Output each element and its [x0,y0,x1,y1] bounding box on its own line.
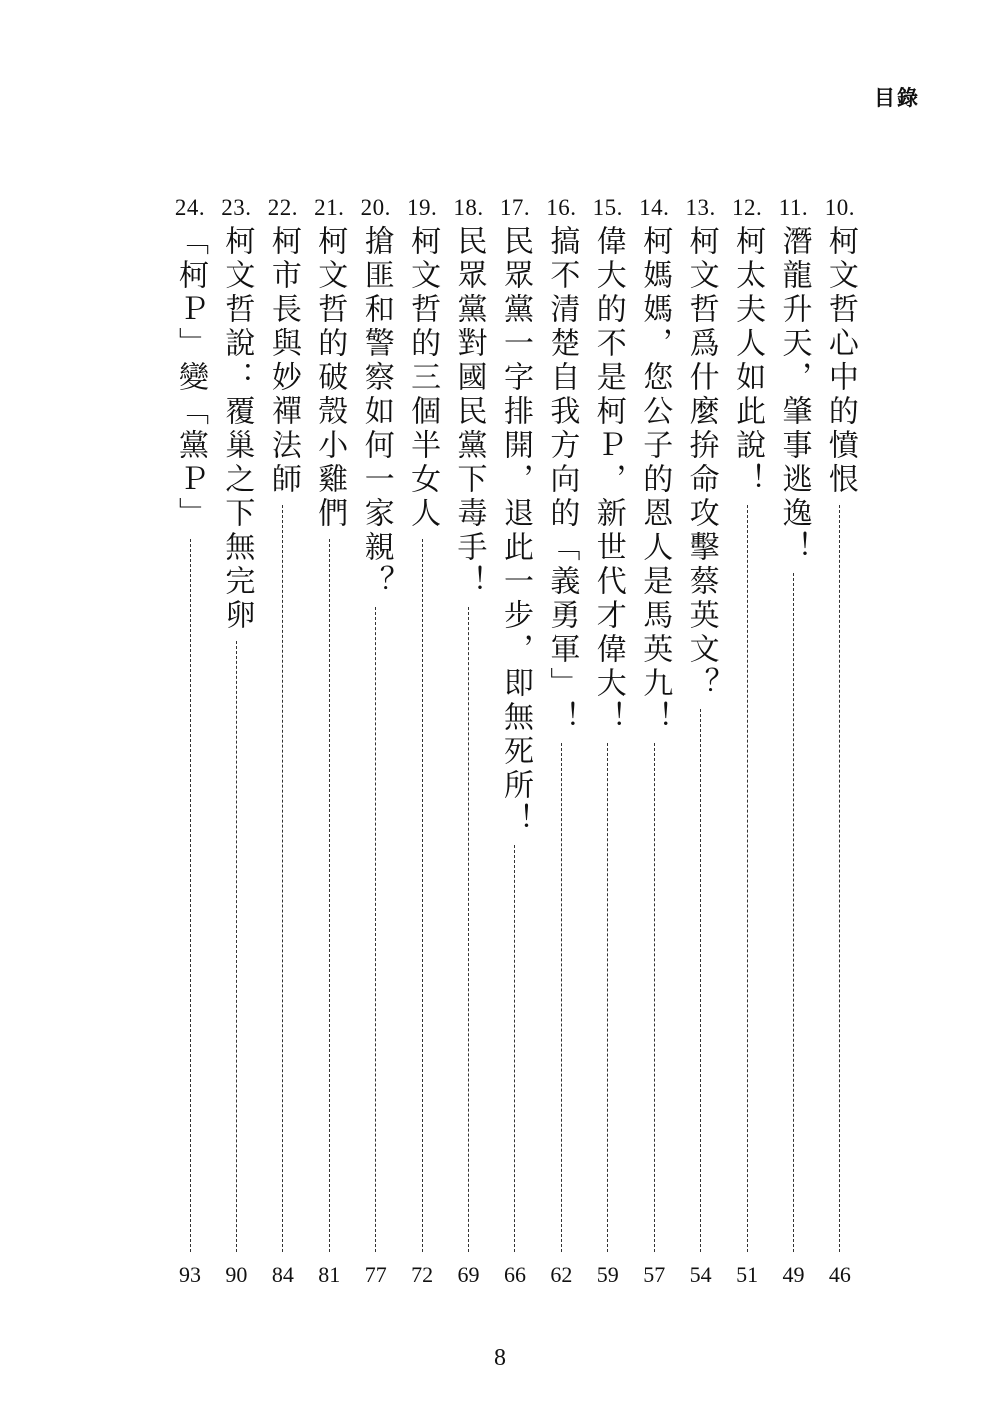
toc-entry-title: 偉大的不是柯Ｐ，新世代才偉大！ [590,225,626,735]
toc-entry-number: 16. [546,195,577,220]
toc-entry [820,196,860,1286]
toc-entry-number: 23. [221,195,252,220]
dotted-leader [514,845,515,1252]
toc-entry-number: 21. [314,195,345,220]
toc-entry-number: 19. [406,195,438,220]
toc-entry-page: 62 [550,1262,573,1287]
toc-entry-number: 20. [360,195,391,220]
toc-entry-title: 搞不清楚自我方向的「義勇軍」！ [544,225,580,735]
toc-entry-number: 17. [499,195,531,220]
toc-entry-number: 15. [592,195,623,220]
toc-entry [170,196,210,1286]
toc-entry [541,196,581,1286]
toc-entry-title: 柯文哲的破殼小雞們 [312,225,348,531]
dotted-leader [282,505,283,1252]
toc-entry [402,196,442,1286]
toc-entry-page: 93 [179,1262,201,1287]
toc-entry-number: 13. [685,195,716,220]
toc-entry [495,196,535,1286]
toc-entry-number: 18. [453,195,484,220]
section-title: 目錄 [874,85,920,110]
toc-entry-number: 24. [174,195,206,220]
toc-entry-page: 84 [271,1262,294,1287]
toc-entry-title: 民眾黨一字排開，退此一步，即無死所！ [497,225,533,837]
toc-entry [773,196,813,1286]
toc-entry-page: 51 [736,1262,759,1287]
toc-entry-title: 柯文哲的三個半女人 [405,225,441,531]
toc-entry-number: 22. [267,195,298,220]
toc-entry-page: 54 [689,1262,712,1287]
toc-entry-page: 72 [411,1262,434,1287]
dotted-leader [468,607,469,1252]
toc-entry [309,196,349,1286]
toc-entry-page: 69 [457,1262,480,1287]
toc-entry [727,196,767,1286]
dotted-leader [561,743,562,1252]
toc-entry [263,196,303,1286]
dotted-leader [236,641,237,1252]
toc-entry-title: 柯太夫人如此說！ [730,225,766,497]
dotted-leader [700,709,701,1252]
dotted-leader [793,573,794,1252]
toc-entry-title: 柯媽媽，您公子的恩人是馬英九！ [637,225,673,735]
toc-entry [634,196,674,1286]
page-number: 8 [494,1345,506,1371]
toc-entry-title: 柯市長與妙禪法師 [265,225,301,497]
dotted-leader [654,743,655,1252]
dotted-leader [329,539,330,1252]
toc-entry-number: 11. [778,195,809,220]
table-of-contents [170,196,860,1286]
toc-entry-page: 57 [643,1262,666,1287]
toc-entry [216,196,256,1286]
dotted-leader [422,539,423,1252]
dotted-leader [607,743,608,1252]
toc-entry-title: 搶匪和警察如何一家親？ [358,225,394,599]
toc-entry [449,196,489,1286]
toc-entry-page: 81 [318,1262,341,1287]
toc-entry-page: 66 [503,1262,526,1287]
toc-entry-page: 59 [596,1262,619,1287]
toc-entry-number: 12. [731,195,763,220]
toc-entry-number: 14. [639,195,670,220]
dotted-leader [839,505,840,1252]
toc-entry-title: 「柯Ｐ」變「黨Ｐ」 [173,225,208,531]
toc-entry-number: 10. [824,195,856,220]
toc-entry [681,196,721,1286]
toc-entry-title: 柯文哲爲什麼拚命攻擊蔡英文？ [683,225,719,701]
toc-entry-title: 柯文哲心中的憤恨 [822,225,858,497]
toc-entry [356,196,396,1286]
toc-entry-page: 77 [364,1262,387,1287]
toc-entry-page: 46 [828,1262,851,1287]
dotted-leader [747,505,748,1252]
toc-entry-page: 49 [782,1262,805,1287]
toc-entry [588,196,628,1286]
toc-entry-title: 潛龍升天，肇事逃逸！ [776,225,812,565]
toc-entry-page: 90 [225,1262,248,1287]
dotted-leader [190,539,191,1252]
dotted-leader [375,607,376,1252]
toc-entry-title: 民眾黨對國民黨下毒手！ [451,225,487,599]
toc-entry-title: 柯文哲說：覆巢之下無完卵 [219,225,255,633]
